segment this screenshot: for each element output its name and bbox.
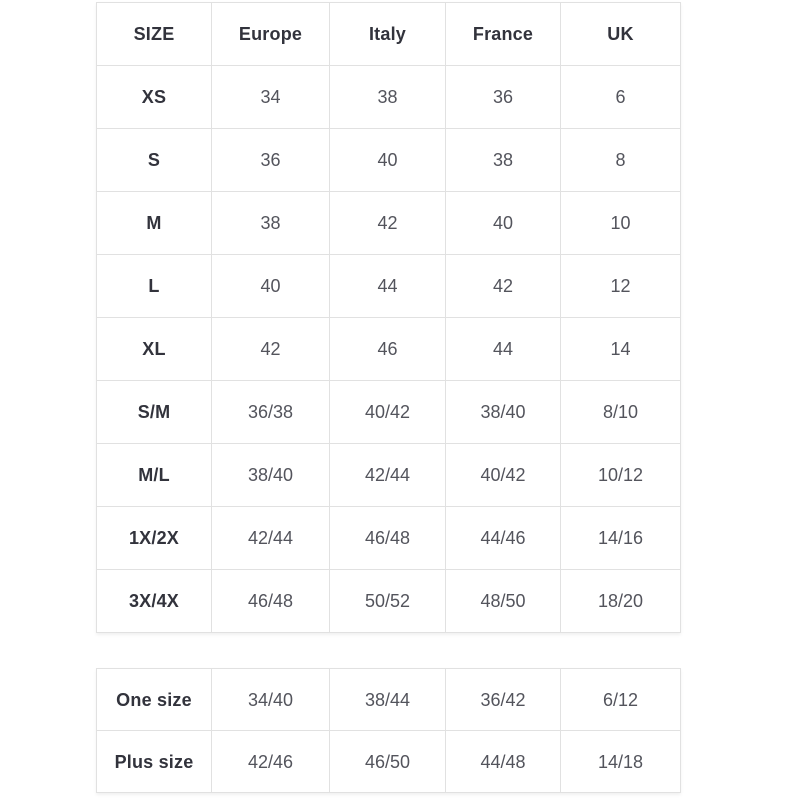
table-cell: 36 (446, 66, 561, 129)
table-cell: 36 (212, 129, 330, 192)
table-cell: 8 (561, 129, 681, 192)
column-header-france: France (446, 3, 561, 66)
table-row-m (97, 192, 681, 255)
size-conversion-body (97, 66, 681, 633)
table-cell: 44/46 (446, 507, 561, 570)
table-cell: 38 (446, 129, 561, 192)
table-cell: 40 (446, 192, 561, 255)
table-cell: 6 (561, 66, 681, 129)
row-label-s-m: S/M (97, 381, 212, 444)
table-row-xl (97, 318, 681, 381)
table-cell: 46/50 (330, 731, 446, 793)
column-header-europe: Europe (212, 3, 330, 66)
table-cell: 6/12 (561, 669, 681, 731)
row-label-xs: XS (97, 66, 212, 129)
table-cell: 42/44 (212, 507, 330, 570)
table-cell: 42/44 (330, 444, 446, 507)
table-cell: 42 (212, 318, 330, 381)
row-label-1x-2x: 1X/2X (97, 507, 212, 570)
special-sizes-body (97, 669, 681, 793)
table-row-plus-size (97, 731, 681, 793)
table-cell: 44/48 (446, 731, 561, 793)
table-cell: 40 (330, 129, 446, 192)
table-row-3x-4x (97, 570, 681, 633)
table-cell: 36/38 (212, 381, 330, 444)
table-cell: 34/40 (212, 669, 330, 731)
table-cell: 10/12 (561, 444, 681, 507)
table-row-one-size (97, 669, 681, 731)
row-label-s: S (97, 129, 212, 192)
table-cell: 50/52 (330, 570, 446, 633)
table-cell: 8/10 (561, 381, 681, 444)
table-cell: 14/16 (561, 507, 681, 570)
table-cell: 12 (561, 255, 681, 318)
row-label-plus-size: Plus size (97, 731, 212, 793)
row-label-one-size: One size (97, 669, 212, 731)
table-cell: 44 (446, 318, 561, 381)
table-cell: 14 (561, 318, 681, 381)
table-cell: 46/48 (212, 570, 330, 633)
table-cell: 38 (330, 66, 446, 129)
table-cell: 40 (212, 255, 330, 318)
row-label-l: L (97, 255, 212, 318)
table-cell: 40/42 (330, 381, 446, 444)
row-label-m: M (97, 192, 212, 255)
table-cell: 48/50 (446, 570, 561, 633)
table-row-xs (97, 66, 681, 129)
row-label-3x-4x: 3X/4X (97, 570, 212, 633)
special-sizes-table (96, 668, 681, 793)
table-cell: 38/40 (212, 444, 330, 507)
table-cell: 42 (330, 192, 446, 255)
table-cell: 42/46 (212, 731, 330, 793)
column-header-size: SIZE (97, 3, 212, 66)
table-cell: 36/42 (446, 669, 561, 731)
table-cell: 14/18 (561, 731, 681, 793)
table-row-s-m (97, 381, 681, 444)
column-header-uk: UK (561, 3, 681, 66)
table-cell: 46 (330, 318, 446, 381)
size-conversion-table (96, 2, 681, 633)
table-row-l (97, 255, 681, 318)
table-cell: 38 (212, 192, 330, 255)
row-label-xl: XL (97, 318, 212, 381)
table-cell: 18/20 (561, 570, 681, 633)
table-cell: 38/44 (330, 669, 446, 731)
header-row (97, 3, 681, 66)
table-row-s (97, 129, 681, 192)
row-label-m-l: M/L (97, 444, 212, 507)
table-row-1x-2x (97, 507, 681, 570)
table-row-m-l (97, 444, 681, 507)
table-cell: 44 (330, 255, 446, 318)
table-cell: 42 (446, 255, 561, 318)
column-header-italy: Italy (330, 3, 446, 66)
table-cell: 34 (212, 66, 330, 129)
table-cell: 40/42 (446, 444, 561, 507)
table-cell: 10 (561, 192, 681, 255)
table-cell: 46/48 (330, 507, 446, 570)
table-cell: 38/40 (446, 381, 561, 444)
